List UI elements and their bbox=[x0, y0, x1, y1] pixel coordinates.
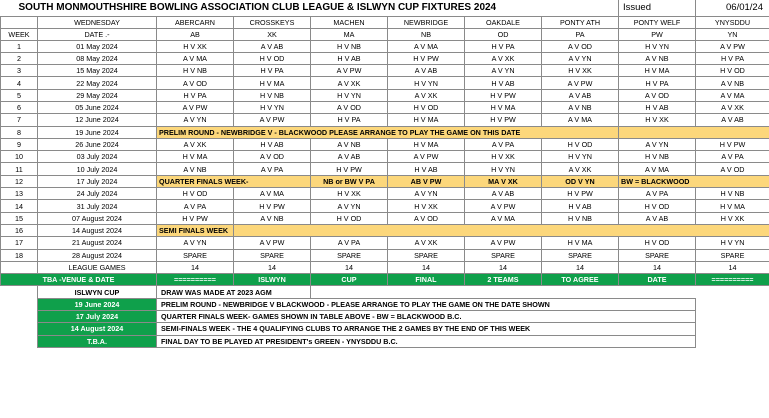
header-blank bbox=[1, 16, 38, 28]
tba-value: ISLWYN bbox=[234, 274, 311, 286]
fixture-cell: H V AB bbox=[619, 101, 696, 113]
fixture-cell: H V AB bbox=[465, 77, 542, 89]
fixture-cell: A V OD bbox=[388, 212, 465, 224]
header-team: OAKDALE bbox=[465, 16, 542, 28]
table-row bbox=[1, 101, 769, 113]
fixture-date: 05 June 2024 bbox=[38, 101, 157, 113]
header-code: PA bbox=[542, 28, 619, 40]
week-number: 14 bbox=[1, 200, 38, 212]
fixture-date: 29 May 2024 bbox=[38, 89, 157, 101]
table-row bbox=[1, 89, 769, 101]
fixture-cell: A V YN bbox=[311, 200, 388, 212]
league-games-row bbox=[1, 261, 769, 273]
tba-value: ========== bbox=[696, 274, 769, 286]
legend-row bbox=[1, 335, 769, 347]
header-team: ABERCARN bbox=[157, 16, 234, 28]
blank-cell bbox=[1, 311, 38, 323]
table-row bbox=[1, 65, 769, 77]
week-number: 11 bbox=[1, 163, 38, 175]
fixture-cell: H V PW bbox=[234, 200, 311, 212]
fixture-cell: H V AB bbox=[388, 163, 465, 175]
tba-value: CUP bbox=[311, 274, 388, 286]
qf-label: QUARTER FINALS WEEK- bbox=[157, 175, 311, 187]
table-row bbox=[1, 52, 769, 64]
legend-text: QUARTER FINALS WEEK- GAMES SHOWN IN TABLE ABOVE - BW = BLACKWOOD B.C. bbox=[157, 311, 696, 323]
fixture-date: 07 August 2024 bbox=[38, 212, 157, 224]
fixture-date: 24 July 2024 bbox=[38, 188, 157, 200]
semi-fill bbox=[234, 224, 769, 236]
fixture-date: 26 June 2024 bbox=[38, 138, 157, 150]
tba-value: TO AGREE bbox=[542, 274, 619, 286]
fixture-date: 31 July 2024 bbox=[38, 200, 157, 212]
fixture-cell: H V AB bbox=[311, 52, 388, 64]
fixture-cell: A V PA bbox=[234, 163, 311, 175]
table-row bbox=[1, 126, 769, 138]
fixture-cell: A V PW bbox=[465, 237, 542, 249]
fixture-cell: H V YN bbox=[388, 77, 465, 89]
qf-cell: NB or BW V PA bbox=[311, 175, 388, 187]
header-team: NEWBRIDGE bbox=[388, 16, 465, 28]
week-number: 1 bbox=[1, 40, 38, 52]
fixture-cell: H V NB bbox=[542, 212, 619, 224]
fixture-cell: H V PA bbox=[311, 114, 388, 126]
week-number: 6 bbox=[1, 101, 38, 113]
fixture-cell: H V AB bbox=[234, 138, 311, 150]
fixture-cell: H V MA bbox=[542, 237, 619, 249]
prelim-fill bbox=[619, 126, 769, 138]
league-games-value: 14 bbox=[388, 261, 465, 273]
week-number: 12 bbox=[1, 175, 38, 187]
fixture-cell: H V OD bbox=[311, 212, 388, 224]
fixture-cell: SPARE bbox=[234, 249, 311, 261]
fixture-cell: H V MA bbox=[388, 138, 465, 150]
fixture-cell: H V PW bbox=[311, 163, 388, 175]
fixture-cell: A V AB bbox=[311, 151, 388, 163]
fixture-cell: H V OD bbox=[157, 188, 234, 200]
blank-cell bbox=[1, 286, 38, 298]
fixture-cell: A V AB bbox=[465, 188, 542, 200]
fixture-cell: A V XK bbox=[696, 101, 769, 113]
header-code: PW bbox=[619, 28, 696, 40]
fixture-cell: H V PW bbox=[465, 89, 542, 101]
fixture-cell: H V PW bbox=[465, 114, 542, 126]
fixture-cell: H V YN bbox=[234, 101, 311, 113]
fixture-cell: A V AB bbox=[696, 114, 769, 126]
league-games-label: LEAGUE GAMES bbox=[38, 261, 157, 273]
fixture-cell: H V NB bbox=[696, 188, 769, 200]
fixture-cell: H V MA bbox=[696, 200, 769, 212]
fixture-cell: A V XK bbox=[542, 163, 619, 175]
issued-label: Issued bbox=[619, 0, 696, 16]
issued-date: 06/01/24 bbox=[696, 0, 769, 16]
header-team: PONTY WELF bbox=[619, 16, 696, 28]
fixture-cell: H V MA bbox=[465, 101, 542, 113]
fixture-cell: SPARE bbox=[388, 249, 465, 261]
fixture-date: 22 May 2024 bbox=[38, 77, 157, 89]
table-row bbox=[1, 212, 769, 224]
fixture-cell: A V XK bbox=[465, 52, 542, 64]
fixture-cell: H V YN bbox=[542, 151, 619, 163]
blank-cell bbox=[1, 261, 38, 273]
legend-row bbox=[1, 298, 769, 310]
header-team: MACHEN bbox=[311, 16, 388, 28]
fixture-cell: A V PA bbox=[696, 151, 769, 163]
table-row bbox=[1, 175, 769, 187]
header-code: XK bbox=[234, 28, 311, 40]
week-number: 2 bbox=[1, 52, 38, 64]
week-number: 17 bbox=[1, 237, 38, 249]
tba-value: DATE bbox=[619, 274, 696, 286]
qf-cell: BW = BLACKWOOD bbox=[619, 175, 769, 187]
week-number: 16 bbox=[1, 224, 38, 236]
fixture-cell: A V MA bbox=[388, 40, 465, 52]
fixture-cell: H V NB bbox=[234, 89, 311, 101]
week-number: 5 bbox=[1, 89, 38, 101]
fixture-cell: A V PW bbox=[542, 77, 619, 89]
fixture-cell: H V XK bbox=[388, 200, 465, 212]
table-row bbox=[1, 237, 769, 249]
fixture-cell: H V OD bbox=[234, 52, 311, 64]
fixture-date: 28 August 2024 bbox=[38, 249, 157, 261]
fixture-cell: A V XK bbox=[157, 138, 234, 150]
table-row bbox=[1, 188, 769, 200]
league-games-value: 14 bbox=[157, 261, 234, 273]
fixture-cell: A V MA bbox=[234, 188, 311, 200]
page-title: SOUTH MONMOUTHSHIRE BOWLING ASSOCIATION CLUB LEAGUE & ISLWYN CUP FIXTURES 2024 bbox=[18, 2, 497, 14]
table-row bbox=[1, 200, 769, 212]
fixture-date: 15 May 2024 bbox=[38, 65, 157, 77]
week-number: 8 bbox=[1, 126, 38, 138]
fixture-cell: H V NB bbox=[157, 65, 234, 77]
fixture-cell: H V PW bbox=[388, 52, 465, 64]
week-number: 15 bbox=[1, 212, 38, 224]
fixture-cell: A V PA bbox=[311, 237, 388, 249]
fixture-cell: A V XK bbox=[388, 89, 465, 101]
header-team: CROSSKEYS bbox=[234, 16, 311, 28]
table-row bbox=[1, 224, 769, 236]
fixture-cell: A V YN bbox=[619, 138, 696, 150]
qf-cell: AB V PW bbox=[388, 175, 465, 187]
fixture-cell: A V PW bbox=[388, 151, 465, 163]
fixture-date: 08 May 2024 bbox=[38, 52, 157, 64]
legend-text: FINAL DAY TO BE PLAYED AT PRESIDENT's GREEN - YNYSDDU B.C. bbox=[157, 335, 696, 347]
qf-cell: OD V YN bbox=[542, 175, 619, 187]
fixture-cell: H V PA bbox=[696, 52, 769, 64]
week-number: 18 bbox=[1, 249, 38, 261]
week-number: 9 bbox=[1, 138, 38, 150]
fixture-cell: H V XK bbox=[311, 188, 388, 200]
prelim-note: PRELIM ROUND - NEWBRIDGE V - BLACKWOOD PLEASE ARRANGE TO PLAY THE GAME ON THIS DATE bbox=[157, 126, 619, 138]
islwyn-row bbox=[1, 286, 769, 298]
legend-date: T.B.A. bbox=[38, 335, 157, 347]
fixture-cell: A V AB bbox=[619, 212, 696, 224]
fixture-date: 19 June 2024 bbox=[38, 126, 157, 138]
fixture-cell: A V YN bbox=[465, 65, 542, 77]
week-number: 13 bbox=[1, 188, 38, 200]
header-code: YN bbox=[696, 28, 769, 40]
fixture-cell: SPARE bbox=[157, 249, 234, 261]
header-code: AB bbox=[157, 28, 234, 40]
fixture-cell: H V AB bbox=[542, 200, 619, 212]
fixture-cell: H V OD bbox=[696, 65, 769, 77]
fixture-cell: A V NB bbox=[696, 77, 769, 89]
fixture-cell: A V YN bbox=[542, 52, 619, 64]
fixture-cell: A V NB bbox=[311, 138, 388, 150]
fixture-cell: A V OD bbox=[157, 77, 234, 89]
league-games-value: 14 bbox=[542, 261, 619, 273]
fixture-cell: H V MA bbox=[388, 114, 465, 126]
tba-label: TBA -VENUE & DATE bbox=[1, 274, 157, 286]
fixture-cell: H V YN bbox=[619, 40, 696, 52]
fixture-cell: H V OD bbox=[619, 237, 696, 249]
fixture-cell: H V OD bbox=[619, 200, 696, 212]
fixture-cell: H V NB bbox=[311, 40, 388, 52]
legend-date: 14 August 2024 bbox=[38, 323, 157, 335]
fixture-cell: A V PA bbox=[465, 138, 542, 150]
fixture-cell: A V YN bbox=[388, 188, 465, 200]
week-number: 4 bbox=[1, 77, 38, 89]
fixture-cell: A V PA bbox=[619, 188, 696, 200]
fixture-cell: A V OD bbox=[542, 40, 619, 52]
header-team: PONTY ATH bbox=[542, 16, 619, 28]
table-row bbox=[1, 40, 769, 52]
fixture-cell: A V OD bbox=[696, 163, 769, 175]
league-games-value: 14 bbox=[465, 261, 542, 273]
week-number: 7 bbox=[1, 114, 38, 126]
fixture-cell: H V XK bbox=[465, 151, 542, 163]
fixture-cell: A V PW bbox=[465, 200, 542, 212]
semi-note: SEMI FINALS WEEK bbox=[157, 224, 234, 236]
table-row bbox=[1, 163, 769, 175]
fixture-cell: H V PA bbox=[619, 77, 696, 89]
fixture-date: 17 July 2024 bbox=[38, 175, 157, 187]
fixture-cell: H V NB bbox=[619, 151, 696, 163]
week-number: 10 bbox=[1, 151, 38, 163]
blank-cell bbox=[1, 335, 38, 347]
fixture-cell: H V XK bbox=[542, 65, 619, 77]
fixture-cell: H V PA bbox=[157, 89, 234, 101]
fixture-cell: H V XK bbox=[157, 40, 234, 52]
fixture-cell: A V MA bbox=[619, 163, 696, 175]
header-code: MA bbox=[311, 28, 388, 40]
fixture-cell: A V MA bbox=[696, 89, 769, 101]
blank-cell bbox=[1, 323, 38, 335]
header-team: YNYSDDU bbox=[696, 16, 769, 28]
fixture-cell: A V PW bbox=[234, 237, 311, 249]
fixture-cell: A V NB bbox=[619, 52, 696, 64]
legend-text: PRELIM ROUND - NEWBRIDGE V BLACKWOOD - PLEASE ARRANGE TO PLAY THE GAME ON THE DATE SHOWN bbox=[157, 298, 696, 310]
fixture-cell: H V MA bbox=[619, 65, 696, 77]
fixture-cell: A V AB bbox=[234, 40, 311, 52]
fixture-cell: SPARE bbox=[311, 249, 388, 261]
fixture-cell: H V XK bbox=[696, 212, 769, 224]
table-row bbox=[1, 114, 769, 126]
fixture-cell: A V MA bbox=[157, 52, 234, 64]
table-row bbox=[1, 138, 769, 150]
fixture-cell: A V OD bbox=[234, 151, 311, 163]
fixture-cell: H V PA bbox=[465, 40, 542, 52]
table-row bbox=[1, 77, 769, 89]
fixture-cell: H V YN bbox=[465, 163, 542, 175]
tba-value: 2 TEAMS bbox=[465, 274, 542, 286]
fixture-cell: SPARE bbox=[465, 249, 542, 261]
fixture-cell: H V PW bbox=[542, 188, 619, 200]
header-week: WEEK bbox=[1, 28, 38, 40]
league-games-value: 14 bbox=[696, 261, 769, 273]
fixture-cell: SPARE bbox=[542, 249, 619, 261]
fixture-cell: H V YN bbox=[696, 237, 769, 249]
fixture-date: 14 August 2024 bbox=[38, 224, 157, 236]
fixture-cell: A V XK bbox=[311, 77, 388, 89]
fixture-cell: A V AB bbox=[542, 89, 619, 101]
fixture-cell: A V NB bbox=[234, 212, 311, 224]
fixture-cell: A V NB bbox=[157, 163, 234, 175]
fixture-cell: H V PW bbox=[157, 212, 234, 224]
fixture-cell: H V MA bbox=[157, 151, 234, 163]
fixture-date: 12 June 2024 bbox=[38, 114, 157, 126]
fixture-date: 21 August 2024 bbox=[38, 237, 157, 249]
header-day: WEDNESDAY bbox=[38, 16, 157, 28]
fixture-cell: A V NB bbox=[542, 101, 619, 113]
fixture-cell: H V PA bbox=[234, 65, 311, 77]
table-row bbox=[1, 151, 769, 163]
qf-cell: MA V XK bbox=[465, 175, 542, 187]
fixture-cell: A V PW bbox=[234, 114, 311, 126]
fixture-cell: A V YN bbox=[157, 114, 234, 126]
fixture-cell: A V MA bbox=[465, 212, 542, 224]
header-code: NB bbox=[388, 28, 465, 40]
fixture-cell: H V YN bbox=[311, 89, 388, 101]
legend-row bbox=[1, 311, 769, 323]
fixture-cell: A V OD bbox=[311, 101, 388, 113]
fixture-cell: A V AB bbox=[388, 65, 465, 77]
tba-value: ========== bbox=[157, 274, 234, 286]
fixture-date: 10 July 2024 bbox=[38, 163, 157, 175]
fixture-cell: A V PW bbox=[311, 65, 388, 77]
header-code: OD bbox=[465, 28, 542, 40]
fixture-cell: H V PW bbox=[696, 138, 769, 150]
fixture-cell: H V OD bbox=[388, 101, 465, 113]
fixture-cell: H V MA bbox=[234, 77, 311, 89]
league-games-value: 14 bbox=[619, 261, 696, 273]
fixture-cell: H V OD bbox=[542, 138, 619, 150]
fixture-cell: SPARE bbox=[619, 249, 696, 261]
fixture-cell: A V PW bbox=[696, 40, 769, 52]
fixture-cell: H V XK bbox=[619, 114, 696, 126]
legend-row bbox=[1, 323, 769, 335]
league-games-value: 14 bbox=[311, 261, 388, 273]
legend-date: 17 July 2024 bbox=[38, 311, 157, 323]
tba-value: FINAL bbox=[388, 274, 465, 286]
islwyn-text: DRAW WAS MADE AT 2023 AGM bbox=[157, 286, 311, 298]
week-number: 3 bbox=[1, 65, 38, 77]
fixture-cell: A V XK bbox=[388, 237, 465, 249]
fixture-cell: A V PA bbox=[157, 200, 234, 212]
fixture-cell: A V PW bbox=[157, 101, 234, 113]
legend-date: 19 June 2024 bbox=[38, 298, 157, 310]
league-games-value: 14 bbox=[234, 261, 311, 273]
fixture-cell: SPARE bbox=[696, 249, 769, 261]
header-date: DATE .- bbox=[38, 28, 157, 40]
fixture-cell: A V MA bbox=[542, 114, 619, 126]
islwyn-label: ISLWYN CUP bbox=[38, 286, 157, 298]
tba-row bbox=[1, 274, 769, 286]
table-row bbox=[1, 249, 769, 261]
fixture-cell: A V YN bbox=[157, 237, 234, 249]
fixture-date: 03 July 2024 bbox=[38, 151, 157, 163]
blank-cell bbox=[1, 298, 38, 310]
fixture-date: 01 May 2024 bbox=[38, 40, 157, 52]
legend-text: SEMI-FINALS WEEK - THE 4 QUALIFYING CLUBS TO ARRANGE THE 2 GAMES BY THE END OF THIS WEEK bbox=[157, 323, 696, 335]
fixture-cell: A V OD bbox=[619, 89, 696, 101]
